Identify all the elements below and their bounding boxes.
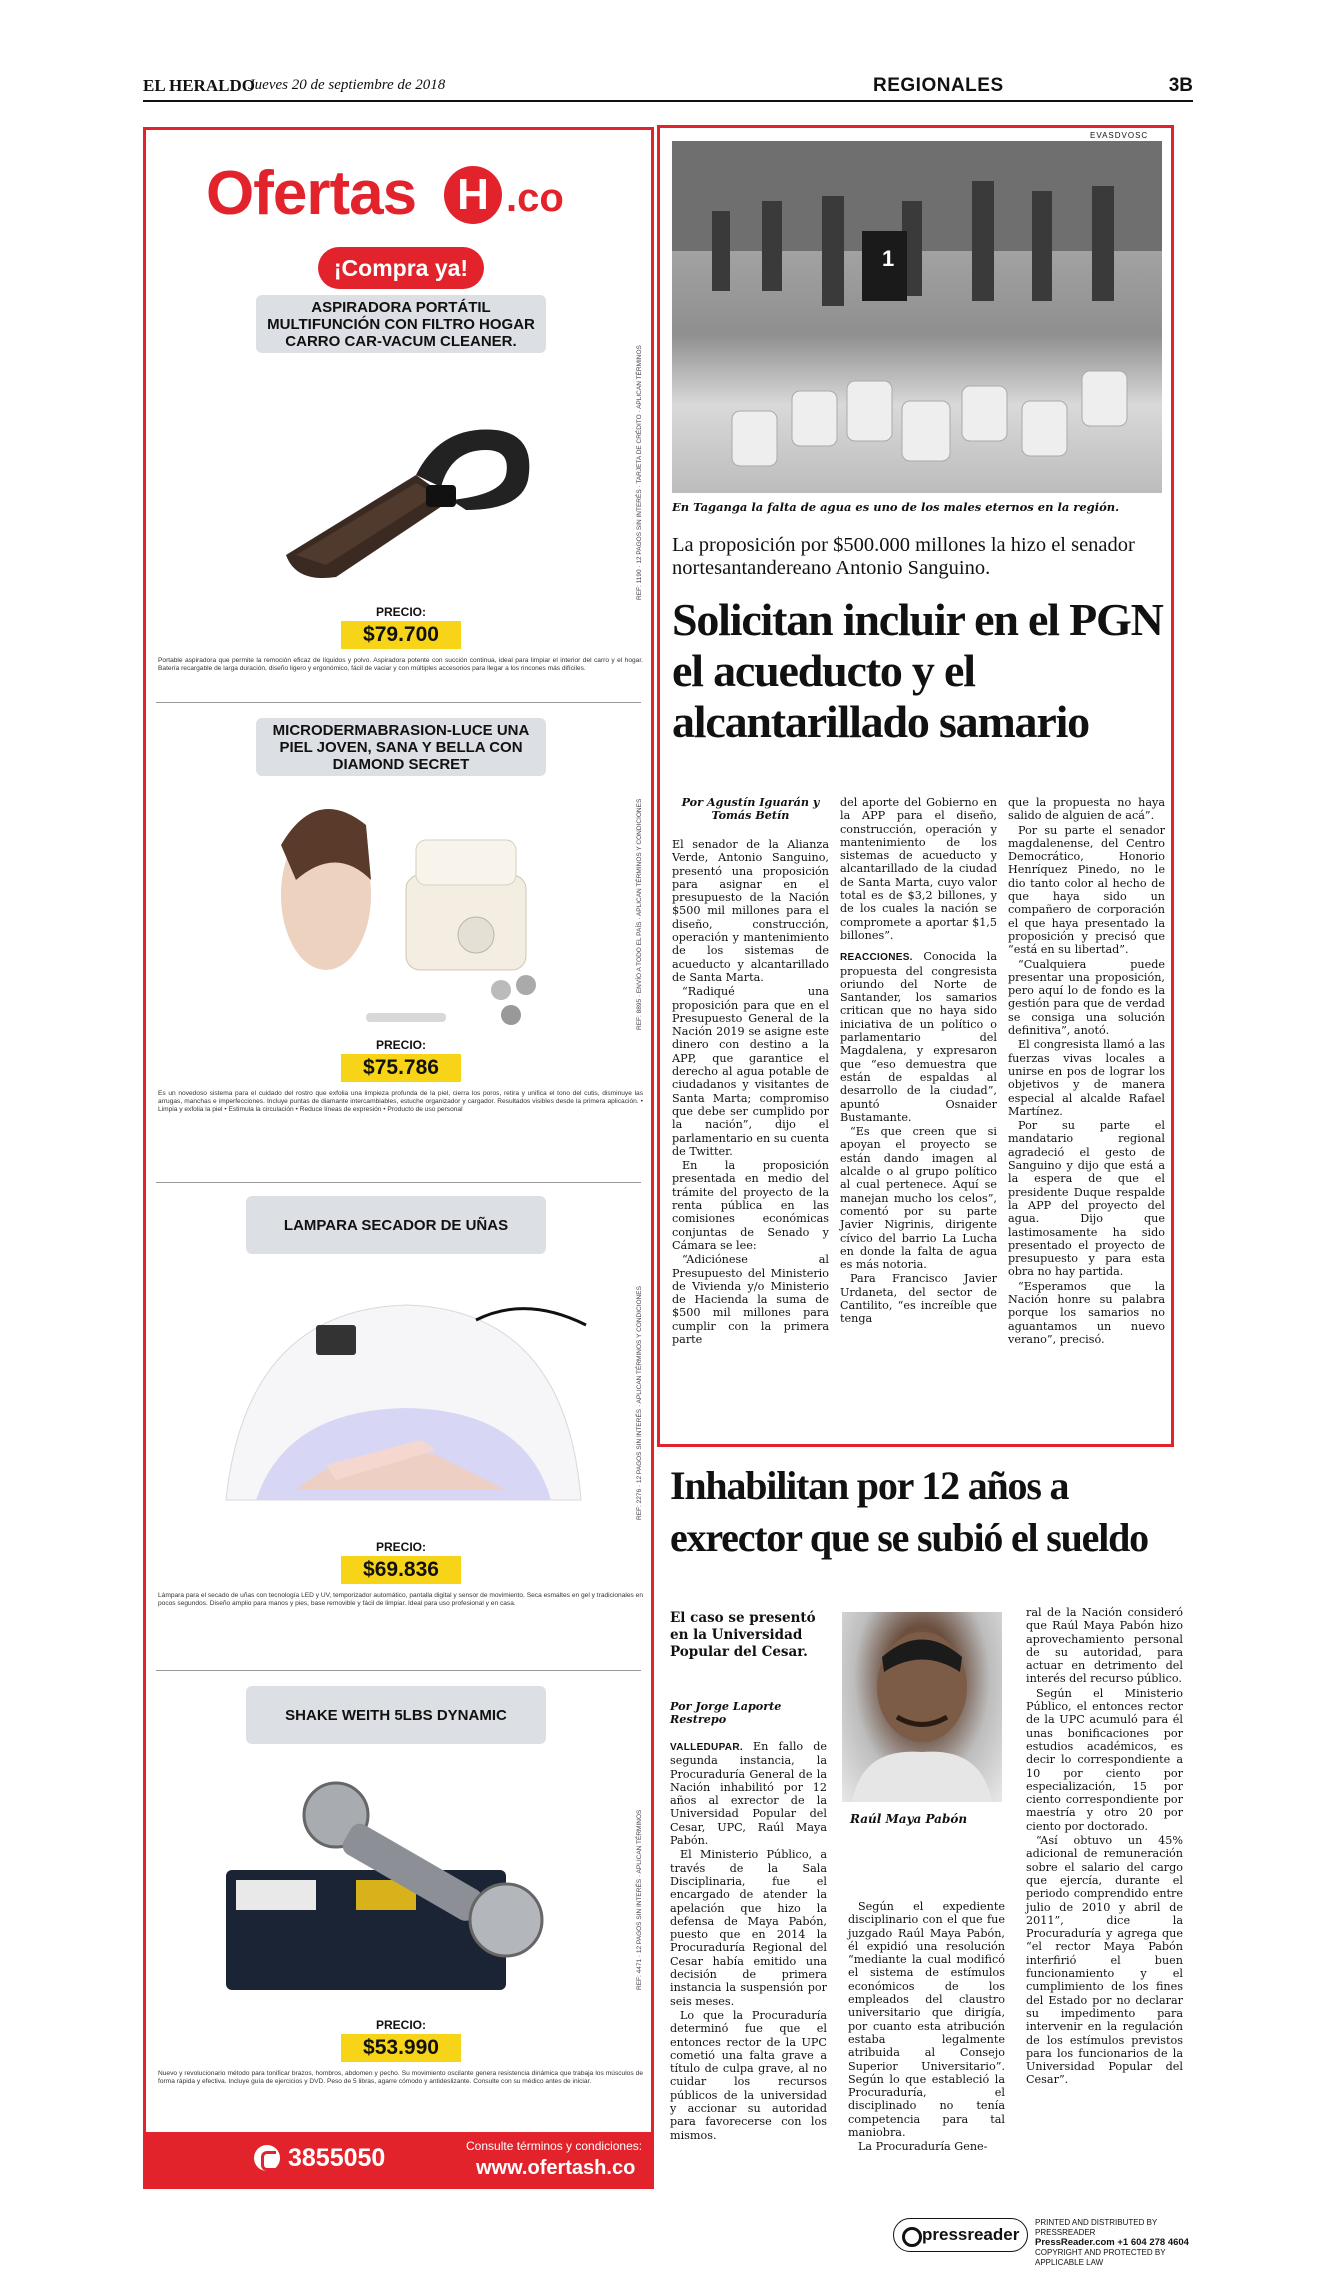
- shake-weight-image: [206, 1780, 596, 2010]
- product-legal: REF: 2276 · 12 PAGOS SIN INTERÉS · APLICAN TÉRMINOS Y CONDICIONES: [636, 1286, 643, 1520]
- article-paragraph: Según el Ministerio Público, el entonces rector de la UPC acumuló para él unas bonificaciones por estudios académicos, es decir lo correspondiente a 10 por ciento por especialización, 15 por ciento correspondiente por maestría y otro 20 por ciento por doctorado.: [1026, 1686, 1183, 1833]
- page-number: 3B: [1168, 75, 1193, 96]
- product-description: Nuevo y revolucionario método para tonificar brazos, hombros, abdomen y pecho. Su movimiento oscilante genera resistencia dinámica que trabaja los músculos de forma rápida y efectiva. Incluye guía de ejercicios y DVD. Peso de 5 libras, agarre cómodo y antideslizante. Consulte con su médico antes de iniciar.: [158, 2070, 643, 2086]
- portrait-icon: [842, 1612, 1002, 1802]
- article-paragraph: “Así obtuvo un 45% adicional de remuneración sobre el salario del cargo que ejercía, durante el periodo comprendido entre julio de 2010 y abril de 2011”, dice la Procuraduría y agrega que “el rector Maya Pabón interfirió el buen funcionamiento y el cumplimiento de los fines del Estado por no declarar su impedimento para intervenir en la regulación de los estímulos previstos para los funcionarios de la Universidad Popular del Cesar”.: [1026, 1834, 1183, 2087]
- handheld-vacuum-image: [266, 405, 546, 585]
- article-paragraph: El senador de la Alianza Verde, Antonio Sanguino, presentó una proposición para asignar en el presupuesto de la Nación $500 mil millones para el diseño, construcción, operación y mantenimiento de los sistemas de acueducto y alcantarillado de Santa Marta.: [672, 838, 829, 984]
- article-column-3: [1026, 1606, 1183, 2088]
- microdermabrasion-image: [256, 785, 576, 1035]
- crowd-with-water-containers-icon: [672, 141, 1162, 493]
- nail-lamp-image: [206, 1290, 596, 1530]
- price-label: PRECIO:: [375, 1540, 426, 1554]
- ad-divider: [156, 1670, 641, 1671]
- featured-article: [657, 125, 1174, 1447]
- product-title: MICRODERMABRASION-LUCE UNA PIEL JOVEN, SANA Y BELLA CON DIAMOND SECRET: [256, 718, 546, 776]
- product-title: SHAKE WEITH 5LBS DYNAMIC: [246, 1686, 546, 1744]
- article-paragraph: Por su parte el mandatario regional agradeció el gesto de Sanguino y dijo que está a la espera de que el presidente Duque respalde la APP del proyecto del agua. Dijo que lastimosamente ha sido presentado el proyecto de presupuesto y para esta obra no hay partida.: [1008, 1119, 1165, 1279]
- article-byline: Por Agustín Iguarán y Tomás Betín: [681, 795, 820, 822]
- article-paragraph: Conocida la propuesta del congresista oriundo del Norte de Santander, los samarios critican que no haya sido iniciativa de un político o parlamentario del Magdalena, y expresaron que “eso demuestra que están de espaldas al desarrollo de la ciudad”, apuntó Osnaider Bustamante.: [840, 950, 998, 1124]
- article-paragraph: del aporte del Gobierno en la APP para el diseño, construcción, operación y mantenimiento de los sistemas de acueducto y alcantarillado de la ciudad de Santa Marta, cuyo valor total es de $3,2 billones, y de los cuales la nación se compromete a aportar $1,5 billones”.: [840, 796, 997, 942]
- price-label: PRECIO:: [375, 2018, 426, 2032]
- phone-icon: [254, 2145, 280, 2171]
- newspaper-name: EL HERALDO: [143, 76, 255, 95]
- price-label: PRECIO:: [375, 605, 426, 619]
- article-paragraph: En fallo de segunda instancia, la Procuraduría General de la Nación inhabilitó por 12 años al exrector de la Universidad Popular del Cesar, UPC, Raúl Maya Pabón.: [670, 1740, 828, 1848]
- page-header: [143, 72, 1193, 102]
- article-headline: Inhabilitan por 12 años a exrector que se subió el sueldo: [670, 1463, 1148, 1560]
- article-column-2: [848, 1900, 1005, 2155]
- product-price: $79.700: [341, 621, 461, 649]
- article-paragraph: Lo que la Procuraduría determinó fue que el entonces rector de la UPC cometió una falta grave a título de culpa grave, al no cuidar los recursos públicos de la universidad y accionar su autoridad para favorecerse con los mismos.: [670, 2008, 827, 2142]
- pressreader-line-3: COPYRIGHT AND PROTECTED BY APPLICABLE LAW: [1035, 2248, 1166, 2267]
- pressreader-logo: [893, 2218, 1028, 2252]
- article-paragraph: “Radiqué una proposición para que en el Presupuesto General de la Nación 2019 se asigne este dinero con destino a la APP, que garantice el derecho al agua potable de ciudadanos y visitantes de Santa Marta; compromiso que debe ser cumplido por la nación”, dijo el parlamentario en su cuenta de Twitter.: [672, 985, 829, 1158]
- logo-tld: .co: [506, 176, 564, 220]
- dumbbell-icon: [206, 1780, 596, 2010]
- article-paragraph: El Ministerio Público, a través de la Sala Disciplinaria, fue el encargado de atender la apelación que hizo la defensa de Maya Pabón, puesto que en 2014 la Procuraduría Regional del Cesar había emitido una decisión de primera instancia la suspensión por seis meses.: [670, 1848, 827, 2008]
- article-headline: Solicitan incluir en el PGN el acueducto y el alcantarillado samario: [672, 594, 1163, 747]
- logo-wordmark: Ofertas: [206, 159, 417, 228]
- pressreader-notice: [1035, 2218, 1193, 2268]
- ad-terms-text: Consulte términos y condiciones:: [466, 2139, 643, 2153]
- nail-lamp-icon: [206, 1290, 596, 1530]
- article-paragraph: Por su parte el senador magdalenense, del Centro Democrático, Honorio Henríquez Pinedo, no le dio tanto color al hecho de que haya sido un compañero de corporación el que haya presentado la proposición y precisó que “está en su libertad”.: [1008, 823, 1165, 957]
- product-title: LAMPARA SECADOR DE UÑAS: [246, 1196, 546, 1254]
- ad-phone-number: 3855050: [288, 2144, 386, 2172]
- pressreader-line-1: PRINTED AND DISTRIBUTED BY PRESSREADER: [1035, 2218, 1158, 2237]
- article-column-2: [840, 796, 997, 1327]
- article-paragraph: Según el expediente disciplinario con el que fue juzgado Raúl Maya Pabón, él expidió una resolución “mediante la cual modificó el sistema de estímulos económicos de los empleados del claustro universitario que dirigía, por cuanto esta atribución estaba legalmente atribuida al Consejo Superior Universitario”. Según lo que estableció la Procuraduría, el disciplinado no tenía competencia para tal maniobra.: [848, 1900, 1005, 2140]
- svg-text:1: 1: [882, 246, 895, 271]
- ad-website: www.ofertash.co: [476, 2157, 636, 2179]
- article-paragraph: “Adiciónese al Presupuesto del Ministerio de Vivienda y/o Ministerio de Hacienda la suma de $500 mil millones para cumplir con la primera parte: [672, 1253, 829, 1346]
- product-legal: REF: 4471 · 12 PAGOS SIN INTERÉS · APLICAN TÉRMINOS: [636, 1809, 643, 1990]
- dateline: VALLEDUPAR.: [670, 1742, 743, 1753]
- issue-date: Jueves 20 de septiembre de 2018: [248, 77, 446, 93]
- article-paragraph: El congresista llamó a las fuerzas vivas locales a unirse en pos de lograr los objetivos y de manera especial al alcalde Rafael Martínez.: [1008, 1038, 1165, 1118]
- article-paragraph: “Esperamos que la Nación honre su palabra porque los samarios no aguantamos un nuevo verano”, precisó.: [1008, 1279, 1165, 1346]
- photo-credit: EVASDVOSC: [1090, 131, 1149, 140]
- article-byline: Por Jorge Laporte Restrepo: [670, 1699, 782, 1726]
- ad-divider: [156, 1182, 641, 1183]
- taganga-water-photo: [672, 141, 1162, 493]
- article-paragraph: En la proposición presentada en medio del trámite del proyecto de la renta pública en las comisiones económicas conjuntas de Senado y Cámara se lee:: [672, 1159, 829, 1252]
- face-device-icon: [256, 785, 576, 1035]
- section-name: REGIONALES: [873, 75, 1004, 96]
- article-deck: El caso se presentó en la Universidad Popular del Cesar.: [670, 1610, 816, 1660]
- ad-divider: [156, 702, 641, 703]
- article-paragraph: La Procuraduría Gene-: [858, 2140, 988, 2154]
- product-description: Es un novedoso sistema para el cuidado del rostro que exfolia una limpieza profunda de la piel, cierra los poros, retira y unifica el tono del cutis, disminuye las arrugas, manchas e imperfecciones. Incluye puntas de diamante intercambiables, estuche organizador y cargador. Resultados visibles desde la primera aplicación. • Limpia y exfolia la piel • Estimula la circulación • Reduce líneas de expresión • Producto de uso personal: [158, 1090, 643, 1114]
- ofertas-advertisement: [143, 127, 654, 2189]
- article-paragraph: “Cualquiera puede presentar una proposición, pero aquí lo de fondo es la gestión para que de verdad se consiga una solución definitiva”, anotó.: [1008, 957, 1165, 1038]
- ofertash-logo: [206, 158, 606, 238]
- article-paragraph: que la propuesta no haya salido de alguien de acá”.: [1008, 796, 1165, 823]
- product-price: $69.836: [341, 1556, 461, 1584]
- article-kicker: La proposición por $500.000 millones la hizo el senador nortesantandereano Antonio Sanguino.: [672, 534, 1135, 579]
- section-lead: REACCIONES.: [840, 952, 913, 964]
- product-description: Portable aspiradora que permite la remoción eficaz de líquidos y polvo. Aspiradora potente con succión continua, ideal para limpiar el interior del carro y el hogar. Batería recargable de larga duración, diseño ligero y ergonómico, fácil de vaciar y con múltiples accesorios para llegar a los rincones más difíciles.: [158, 657, 643, 673]
- price-label: PRECIO:: [375, 1038, 426, 1052]
- ad-contact-bar: [146, 2132, 651, 2186]
- pressreader-footer: [893, 2216, 1193, 2267]
- logo-h-badge: H: [444, 166, 502, 224]
- article-paragraph: Para Francisco Javier Urdaneta, del sector de Cantilito, “es increíble que tenga: [840, 1272, 997, 1326]
- article-column-1: [672, 796, 829, 1347]
- pressreader-wordmark: pressreader: [922, 2225, 1020, 2244]
- product-title: ASPIRADORA PORTÁTIL MULTIFUNCIÓN CON FILTRO HOGAR CARRO CAR-VACUM CLEANER.: [256, 295, 546, 353]
- vacuum-icon: [266, 405, 546, 585]
- second-article: [670, 1460, 1190, 2160]
- product-price: $53.990: [341, 2034, 461, 2062]
- article-paragraph: ral de la Nación consideró que Raúl Maya Pabón hizo aprovechamiento personal de su autoridad, para actuar en detrimento del interés del recurso público.: [1026, 1606, 1183, 1686]
- buy-now-badge: ¡Compra ya!: [318, 247, 484, 289]
- article-column-3: [1008, 796, 1165, 1347]
- product-price: $75.786: [341, 1054, 461, 1082]
- product-legal: REF: 1190 · 12 PAGOS SIN INTERÉS · TARJETA DE CRÉDITO · APLICAN TÉRMINOS: [636, 345, 643, 600]
- article-paragraph: “Es que creen que si apoyan el proyecto se están dando imagen al alcalde o al grupo político al cual pertenece. Aquí se manejan mucho los celos”, comentó por su parte Javier Nigrinis, dirigente cívico del barrio La Lucha en donde la falta de agua es más notoria.: [840, 1125, 997, 1272]
- raul-maya-pabon-photo: [842, 1612, 1002, 1802]
- pressreader-line-2: PressReader.com +1 604 278 4604: [1035, 2237, 1189, 2248]
- product-legal: REF: 8895 · ENVÍO A TODO EL PAÍS · APLICAN TÉRMINOS Y CONDICIONES: [636, 798, 643, 1030]
- article-column-1: [670, 1700, 827, 2143]
- product-description: Lámpara para el secado de uñas con tecnología LED y UV, temporizador automático, pantalla digital y sensor de movimiento. Seca esmaltes en gel y tradicionales en pocos segundos. Diseño amplio para manos y pies, base removible y fácil de limpiar. Ideal para uso profesional y en casa.: [158, 1592, 643, 1608]
- photo-caption: En Taganga la falta de agua es uno de los males eternos en la región.: [672, 500, 1120, 514]
- photo-caption: Raúl Maya Pabón: [850, 1812, 968, 1826]
